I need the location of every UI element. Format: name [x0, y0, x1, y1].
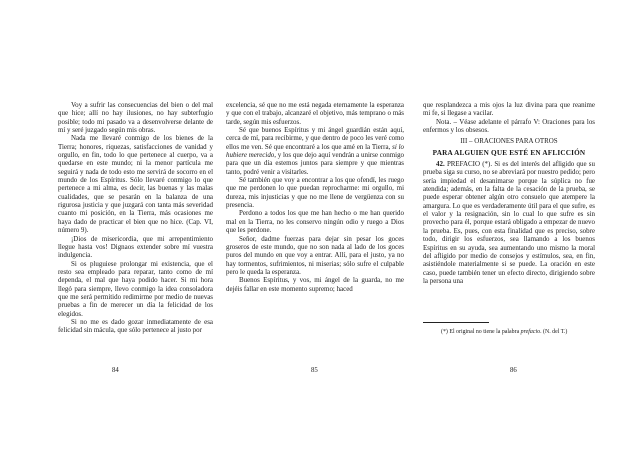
page-number: 84 — [112, 367, 119, 374]
paragraph-italic: si lo hubiere merecido — [226, 142, 404, 160]
paragraph: Si no me es dado gozar inmediatamente de esa felicidad sin mácula, que sólo pertenece al justo por — [58, 317, 213, 335]
paragraph: Sé también que voy a encontrar a los que ofendí, les ruego que me perdonen lo que puedan reprocharme: mi orgullo, mi dureza, mis injusticias y que no me llene de vergüenza con su presencia. — [226, 176, 404, 210]
page-85-text — [226, 101, 404, 293]
paragraph: Nada me llevaré conmigo de los bienes de la Tierra; honores, riquezas, satisfacciones de vanidad y orgullo, en fin, todo lo que pertenece al cuerpo, va a quedarse en este mundo; ni la menor partícula me seguirá y nada de todo esto me servirá de socorro en el mundo de los Espíritus. Sólo llevaré conmigo lo que pertenece a mi alma, es decir, las buenas y las malas cualidades, que se pesarán en la balanza de una rigurosa justicia y que juzgará con tanta más severidad cuanto mi posición, en la Tierra, más ocasiones me haya dado de practicar el bien que no hice. (Cap. VI, número 9). — [58, 134, 213, 235]
paragraph: Perdono a todos los que me han hecho o me han querido mal en la Tierra, no les conservo ningún odio y ruego a Dios que les perdone. — [226, 209, 404, 235]
section-heading: PARA ALGUIEN QUE ESTÉ EN AFLICCIÓN — [432, 148, 586, 157]
paragraph-text: Sé que buenos Espíritus y mi ángel guardián están aquí, cerca de mí, para recibirme, y que dentro de poco les veré como ellos me ven. Sé que encontraré a los que amé en la Tierra, — [226, 126, 404, 151]
paragraph: Buenos Espíritus, y vos, mi ángel de la guarda, no me dejéis fallar en este momento supremo; haced — [226, 276, 404, 293]
page-84-text — [58, 101, 213, 335]
paragraph-number: 42. — [436, 160, 445, 169]
page-86-text — [423, 101, 595, 336]
paragraph: Voy a sufrir las consecuencias del bien o del mal que hice; allí no hay ilusiones, no hay subterfugio posible; todo mi pasado va a desenvolverse delante de mí y seré juzgado según mis obras. — [58, 101, 213, 135]
note: Nota. – Véase adelante el párrafo V: Oraciones para los enfermos y los obsesos. — [423, 117, 595, 135]
paragraph — [226, 126, 404, 176]
paragraph: Señor, dadme fuerzas para dejar sin pesar los goces groseros de este mundo, que no son nada al lado de los goces puros del mundo en que voy a entrar. Allí, para el justo, ya no hay tormentos, sufrimientos, ni miserias; sólo sufre el culpable pero le queda la esperanza. — [226, 234, 404, 276]
paragraph: excelencia, sé que no me está negada eternamente la esperanza y que con el trabajo, alcanzaré el objetivo, más temprano o más tarde, según mis esfuerzos. — [226, 101, 404, 126]
paragraph: Si os pluguiese prolongar mi existencia, que el resto sea empleado para reparar, tanto como de mí dependa, el mal que haya podido hacer. Si mi hora llegó para siempre, llevo conmigo la idea consoladora que me será permitido redimirme por medio de nuevas pruebas a fin de merecer un día la felicidad de los elegidos. — [58, 259, 213, 318]
paragraph-text: Si es del interés del afligido que su prueba siga su curso, no se abreviará por nuestro pedido; pero sería impiedad el desanimarse porque la súplica no fue atendida; además, en la falta de la cesación de la prueba, se puede esperar obtener algún otro consuelo que atempere la amargura. Lo que es verdaderamente útil para el que sufre, es el valor y la resignación, sin lo cual lo que sufre es sin provecho para él, porque estará obligado a empezar de nuevo la prueba. Es, pues, con esta finalidad que es preciso, sobre todo, dirigir los esfuerzos, sea llamando a los buenos Espíritus en su ayuda, sea aumentando uno mismo la moral del afligido por medio de consejos y estímulos, sea, en fin, asistiéndole materialmente si se puede. La oración en este caso, puede también tener un efecto directo, dirigiendo sobre la persona una — [423, 160, 595, 285]
paragraph — [423, 160, 595, 285]
paragraph-text: , y los que dejo aquí vendrán a unirse conmigo para que un día estemos juntos para siempre y que mientras tanto, podré venir a visitarles. — [226, 151, 405, 176]
page-number: 85 — [311, 367, 318, 374]
footnote-italic: prefacio — [520, 329, 541, 336]
paragraph-label: PREFACIO (*). — [444, 160, 495, 169]
paragraph: ¡Dios de misericordia, que mi arrepentimiento llegue hasta vos! Dignaos extender sobre mí vuestra indulgencia. — [58, 234, 213, 260]
footnote-text: . (N. del T.) — [540, 329, 568, 336]
footnote — [423, 329, 595, 336]
footnote-rule — [423, 322, 489, 323]
footnote-text: (*) El original no tiene la palabra — [441, 329, 521, 336]
section-title: III – ORACIONES PARA OTROS — [460, 137, 558, 146]
page-number: 86 — [510, 367, 517, 374]
paragraph: que resplandezca a mis ojos la luz divina para que reanime mi fe, si llegase a vacilar. — [423, 101, 595, 118]
